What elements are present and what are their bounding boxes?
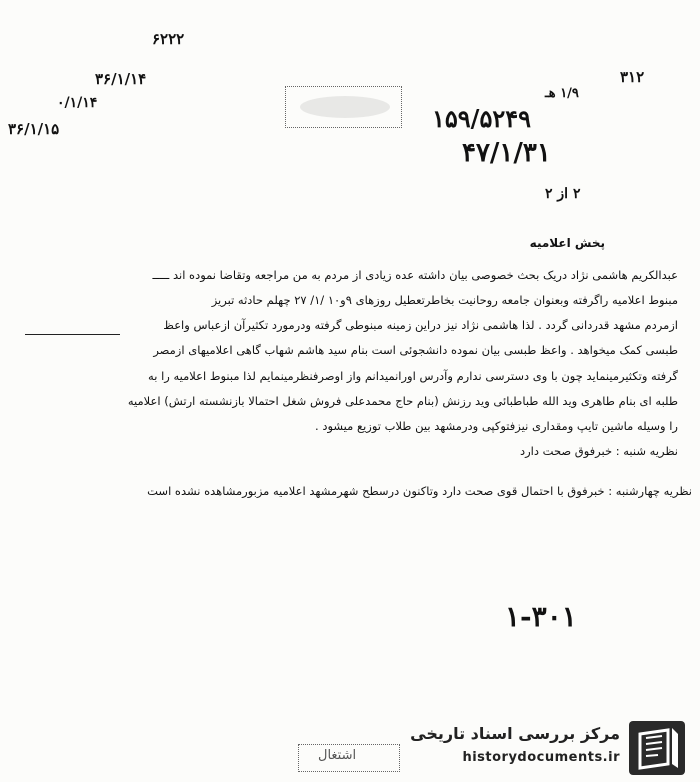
bottom-stamp-text: اشتغال <box>318 748 357 763</box>
body-line: عبدالکریم هاشمی نژاد دریک بحث خصوصی بیان داشته عده زیادی از مردم به من مراجعه وتقاضا نموده اند ـــــ <box>152 268 678 282</box>
stamp-smudge <box>300 96 390 118</box>
file-mark: ۱-۳۰۱ <box>505 600 577 633</box>
underline-mark <box>25 334 120 335</box>
body-line: طبسی کمک میخواهد . واعظ طبسی بیان نموده دانشجوئی است بنام سید هاشم شهاب گاهی اعلامیهای ازمصر <box>153 343 678 357</box>
body-line: ازمردم مشهد قدردانی گردد . لذا هاشمی نژاد نیز دراین زمینه مبنوطی گرفته ودرمورد تکثیرآن ازعباس واعظ <box>163 318 678 332</box>
reference-number: ۳۱۲ <box>620 68 645 86</box>
page-mark: ۲ از ۲ <box>545 186 581 202</box>
subject-heading: پخش اعلامیه <box>529 236 605 250</box>
registration-date: ۴۷/۱/۳۱ <box>462 138 551 168</box>
registration-number: ۱۵۹/۵۲۴۹ <box>432 104 531 133</box>
assessment-note-2: نظریه چهارشنبه : خبرفوق با احتمال قوی صحت دارد وتاکنون درسطح شهرمشهد اعلامیه مزبورمشاهده نشده است <box>147 484 692 498</box>
body-line: گرفته وتکثیرمینماید چون با وی دسترسی ندارم وآدرس اورانمیدانم واز اوصرفنظرمینمایم لذا مبنوط اعلامیه را به <box>148 369 678 383</box>
date-stamp-3: ۳۶/۱/۱۵ <box>8 120 60 138</box>
archive-logo-icon <box>628 720 686 776</box>
date-stamp-1: ۳۶/۱/۱۴ <box>95 70 147 88</box>
archive-name: مرکز بررسی اسناد تاریخی <box>410 724 620 743</box>
archive-watermark <box>412 718 690 778</box>
date-stamp-2: ۰/۱/۱۴ <box>57 95 98 111</box>
body-line: طلبه ای بنام طاهری وید الله طباطبائی وید رزنش (بنام حاج محمدعلی فروش شغل احتمالا بازنشسته ارتش) اعلامیه <box>127 394 678 408</box>
assessment-note-1: نظریه شنبه : خبرفوق صحت دارد <box>520 444 678 458</box>
serial-number: ۶۲۲۲ <box>152 30 185 48</box>
reference-sub: ۱/۹ هـ <box>545 86 579 101</box>
body-line: مبنوط اعلامیه راگرفته وبعنوان جامعه روحانیت بخاطرتعطیل روزهای ۹و۱۰ /۱/ ۲۷ چهلم حادثه تبریز <box>211 293 678 307</box>
body-line: را وسیله ماشین تایپ ومقداری نیزفتوکپی ودرمشهد بین طلاب توزیع میشود . <box>315 419 678 433</box>
archive-website: historydocuments.ir <box>462 750 620 765</box>
